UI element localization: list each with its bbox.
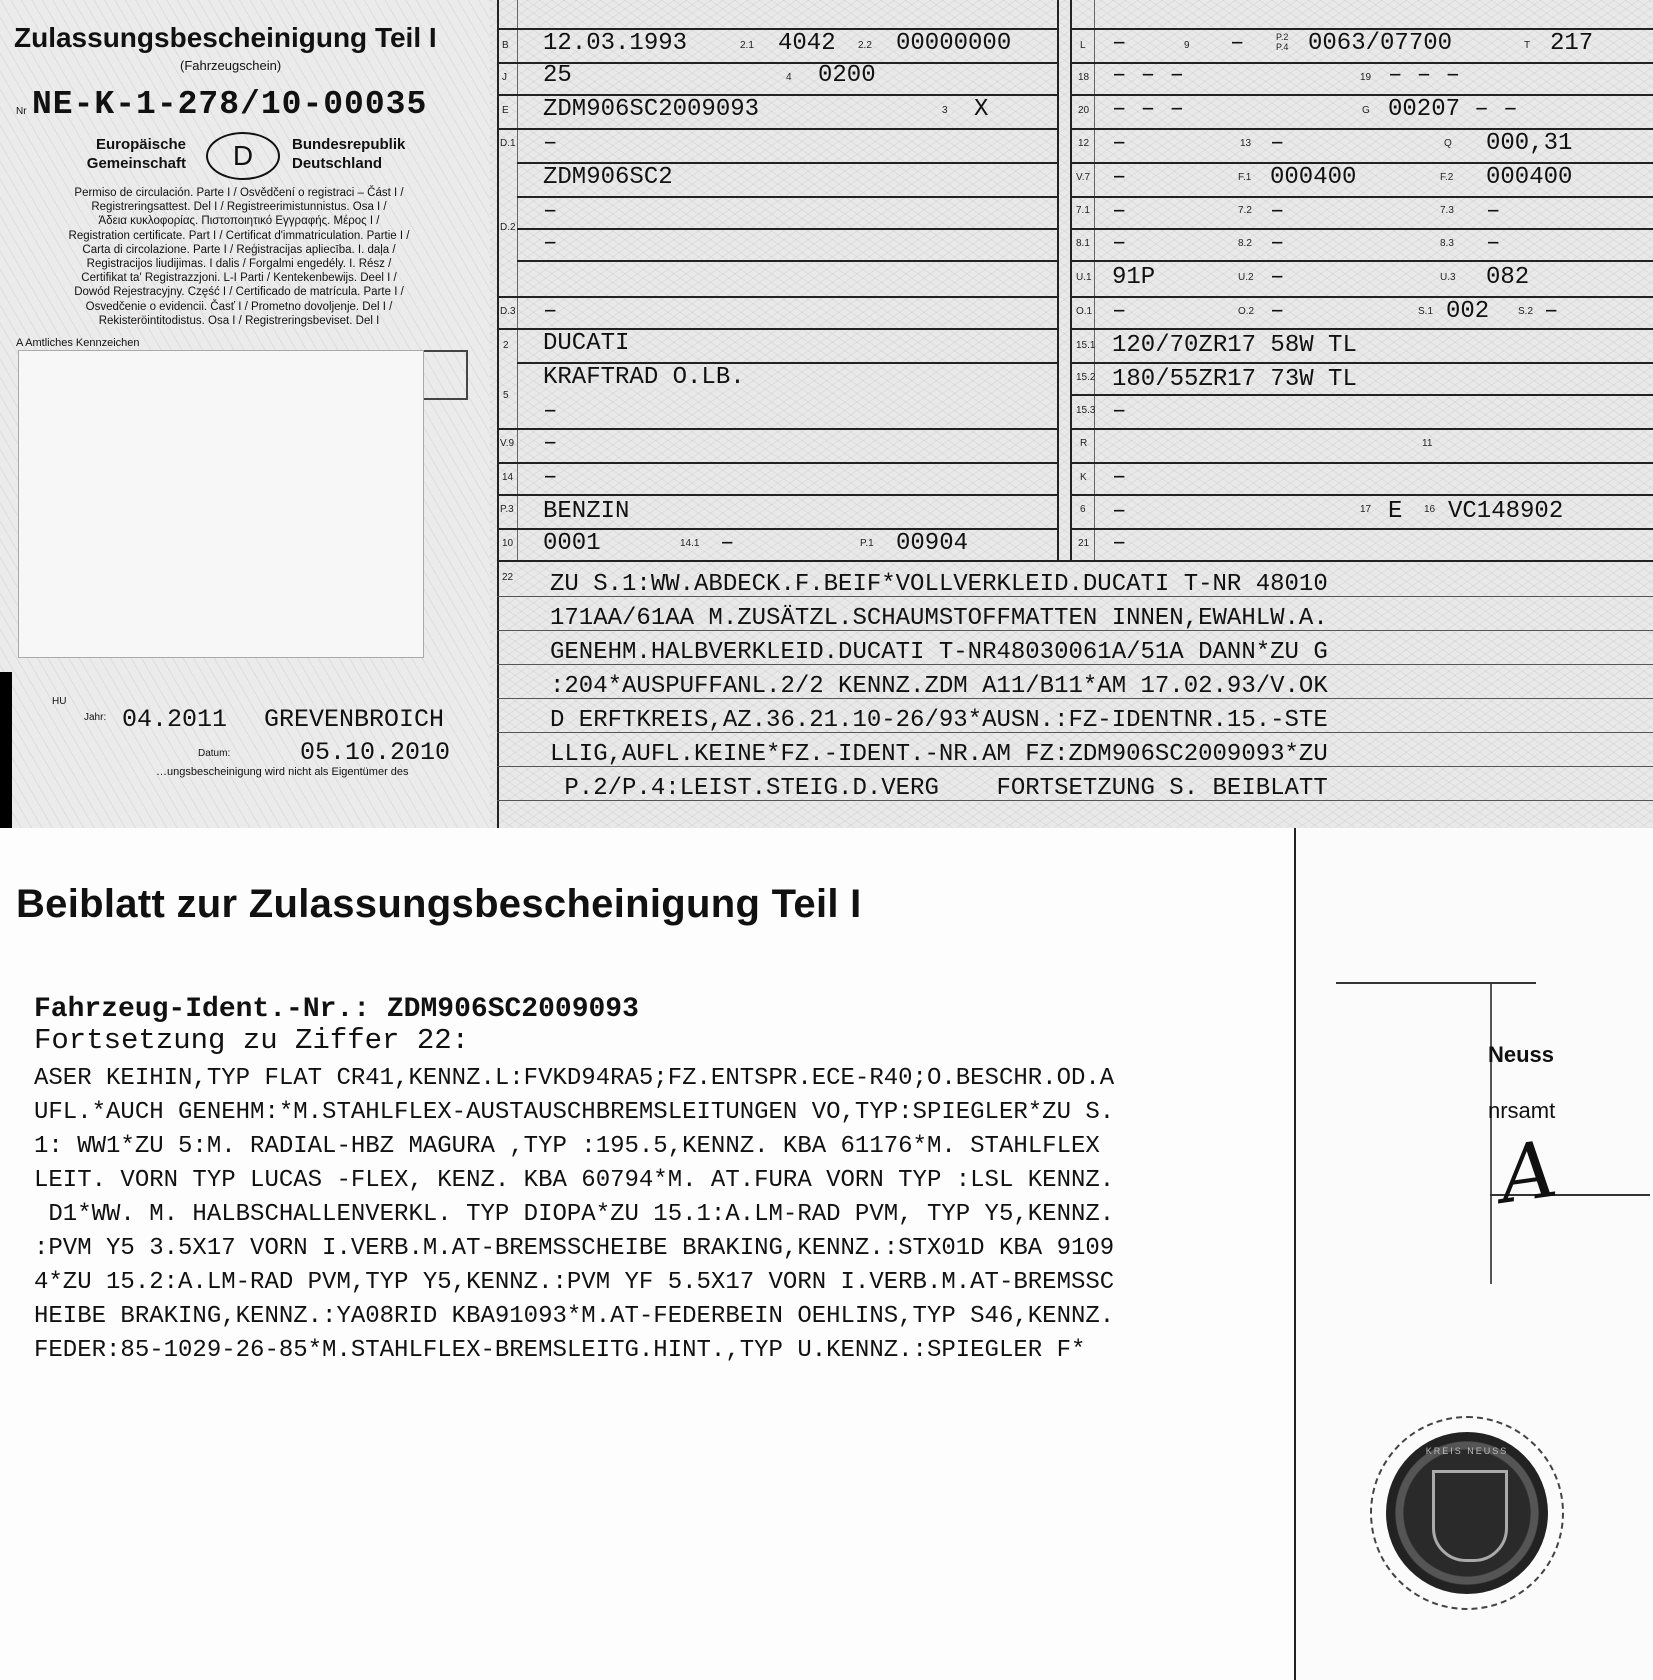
field-V7: – xyxy=(1112,164,1127,191)
field-D2-c: – xyxy=(543,230,558,257)
code-8-2: 8.2 xyxy=(1238,238,1252,249)
code-D3: D.3 xyxy=(500,306,516,317)
field-J: 25 xyxy=(543,62,572,89)
field-G: 00207 – – xyxy=(1388,96,1518,123)
multilanguage-line: Permiso de circulación. Parte I / Osvědčení o registraci – Část I / xyxy=(74,187,404,199)
field-P1: 00904 xyxy=(896,530,969,557)
plate-box xyxy=(418,350,468,400)
remark-line-text: 171AA/61AA M.ZUSÄTZL.SCHAUMSTOFFMATTEN INNEN,EWAHLW.A. xyxy=(550,605,1328,632)
field-S1: 002 xyxy=(1446,298,1490,325)
field-14: – xyxy=(543,464,558,491)
seal-coat-of-arms-icon xyxy=(1432,1470,1508,1562)
brd-line-1: Bundesrepublik xyxy=(292,136,406,153)
code-10: 10 xyxy=(502,538,514,549)
field-21: – xyxy=(1112,530,1127,557)
continuation-text xyxy=(34,1062,1114,1368)
code-4: 4 xyxy=(786,72,792,83)
multilanguage-line: Registreringsattest. Del I / Registreerimistunnistus. Osa I / xyxy=(91,201,387,214)
field-15-2-tyre-rear: 180/55ZR17 73W TL xyxy=(1112,366,1357,393)
field-F1: 000400 xyxy=(1270,164,1357,191)
document-number: NE-K-1-278/10-00035 xyxy=(32,86,428,123)
field-13: – xyxy=(1270,130,1285,157)
field-3: X xyxy=(974,96,989,123)
supplementary-sheet xyxy=(0,828,1294,1680)
field-6: – xyxy=(1112,498,1127,525)
multilanguage-line: Certifikat ta' Registrazzjoni. L-I Parti / Kentekenbewijs. Deel I / xyxy=(81,272,397,285)
hu-label: HU xyxy=(52,696,67,707)
continuation-line: 4*ZU 15.2:A.LM-RAD PVM,TYP Y5,KENNZ.:PVM YF 5.5X17 VORN I.VERB.M.AT-BREMSSC xyxy=(34,1269,1115,1296)
field-5-class: KRAFTRAD O.LB. xyxy=(543,364,745,391)
code-K: K xyxy=(1080,472,1087,483)
field-S2: – xyxy=(1544,298,1559,325)
field-U2: – xyxy=(1270,264,1285,291)
code-2: 2 xyxy=(503,340,509,351)
multilanguage-line: Άδεια κυκλοφορίας. Πιστοποιητικό Εγγραφής. Μέρος I / xyxy=(98,215,380,228)
code-F2: F.2 xyxy=(1440,172,1454,183)
stamp-vertical-line xyxy=(1490,984,1492,1284)
eu-line-1: Europäische xyxy=(95,136,186,153)
field-10: 0001 xyxy=(543,530,601,557)
code-16: 16 xyxy=(1424,504,1436,515)
field-U3: 082 xyxy=(1486,264,1530,291)
field-V9: – xyxy=(543,430,558,457)
code-14-1: 14.1 xyxy=(680,538,700,549)
grid-line xyxy=(1070,528,1653,530)
kennzeichen-label: A Amtliches Kennzeichen xyxy=(16,337,140,349)
code-18: 18 xyxy=(1078,72,1090,83)
field-4: 0200 xyxy=(818,62,876,89)
authority-strip xyxy=(1294,828,1653,1680)
field-16: VC148902 xyxy=(1448,498,1564,525)
grid-line xyxy=(497,428,1057,430)
disclaimer: …ungsbescheinigung wird nicht als Eigentümer des xyxy=(156,766,409,778)
field-U1: 91P xyxy=(1112,264,1156,291)
code-17: 17 xyxy=(1360,504,1372,515)
field-15-1-tyre-front: 120/70ZR17 58W TL xyxy=(1112,332,1357,359)
code-U3: U.3 xyxy=(1440,272,1456,283)
code-G: G xyxy=(1362,105,1370,116)
field-8-3: – xyxy=(1486,230,1501,257)
grid-line xyxy=(517,228,1057,230)
certificate-left-panel xyxy=(0,0,490,828)
code-3: 3 xyxy=(942,105,948,116)
code-11: 11 xyxy=(1422,438,1433,449)
grid-border-left xyxy=(497,0,499,828)
grid-code-col-left xyxy=(517,0,518,560)
remark-line-text: D ERFTKREIS,AZ.36.21.10-26/93*AUSN.:FZ-IDENTNR.15.-STE xyxy=(550,707,1328,734)
hu-date: 04.2011 xyxy=(122,705,228,734)
certificate-title: Zulassungsbescheinigung Teil I xyxy=(14,22,437,53)
multilanguage-titles xyxy=(14,186,464,328)
field-14-1: – xyxy=(720,530,735,557)
issue-date: 05.10.2010 xyxy=(300,738,451,767)
continuation-line: FEDER:85-1029-26-85*M.STAHLFLEX-BREMSLEITG.HINT.,TYP U.KENNZ.:SPIEGLER F* xyxy=(34,1337,1086,1364)
grid-divider-right xyxy=(1070,0,1072,560)
field-E: ZDM906SC2009093 xyxy=(543,96,760,123)
field-7-1: – xyxy=(1112,198,1127,225)
code-J: J xyxy=(502,72,507,83)
field-5-b: – xyxy=(543,398,558,425)
grid-line xyxy=(1070,362,1653,364)
code-S2: S.2 xyxy=(1518,306,1534,317)
code-20: 20 xyxy=(1078,105,1090,116)
remark-line-text: ZU S.1:WW.ABDECK.F.BEIF*VOLLVERKLEID.DUCATI T-NR 48010 xyxy=(550,571,1328,598)
continuation-line: LEIT. VORN TYP LUCAS -FLEX, KENZ. KBA 60794*M. AT.FURA VORN TYP :LSL KENNZ. xyxy=(34,1167,1115,1194)
field-9: – xyxy=(1230,30,1245,57)
field-8-1: – xyxy=(1112,230,1127,257)
remark-line-text: GENEHM.HALBVERKLEID.DUCATI T-NR48030061A/51A DANN*ZU G xyxy=(550,639,1328,666)
field-15-3: – xyxy=(1112,398,1127,425)
grid-line xyxy=(1070,462,1653,464)
vin-value: ZDM906SC2009093 xyxy=(386,994,639,1025)
code-Q: Q xyxy=(1444,138,1452,149)
code-7-1: 7.1 xyxy=(1076,205,1090,216)
grid-line xyxy=(497,494,1057,496)
grid-line xyxy=(1070,260,1653,262)
code-E: E xyxy=(502,105,509,116)
code-P1: P.1 xyxy=(860,538,874,549)
code-6: 6 xyxy=(1080,504,1086,515)
field-T: 217 xyxy=(1550,30,1594,57)
official-seal xyxy=(1370,1416,1564,1610)
remark-line-text: P.2/P.4:LEIST.STEIG.D.VERG FORTSETZUNG S. BEIBLATT xyxy=(550,775,1328,802)
code-7-2: 7.2 xyxy=(1238,205,1252,216)
code-9: 9 xyxy=(1184,40,1190,51)
multilanguage-line: Registration certificate. Part I / Certificat d'immatriculation. Partie I / xyxy=(68,229,410,242)
multilanguage-line: Registracijos liudijimas. I dalis / Forgalmi engedély. I. Rész / xyxy=(86,258,392,271)
multilanguage-line: Carta di circolazione. Parte I / Reģistracijas apliecība. I. daļa / xyxy=(82,243,396,256)
field-Q: 000,31 xyxy=(1486,130,1573,157)
grid-line xyxy=(1070,328,1653,330)
grid-line xyxy=(497,62,1057,64)
code-D1: D.1 xyxy=(500,138,516,149)
field-2-2: 00000000 xyxy=(896,30,1012,57)
grid-line xyxy=(1070,196,1653,198)
signature-top-line xyxy=(1336,982,1536,984)
registration-certificate xyxy=(0,0,1653,828)
grid-line xyxy=(1070,296,1653,298)
grid-divider-left xyxy=(1057,0,1059,560)
field-7-2: – xyxy=(1270,198,1285,225)
remarks-field-22 xyxy=(550,568,1328,806)
field-F2: 000400 xyxy=(1486,164,1573,191)
field-O1: – xyxy=(1112,298,1127,325)
grid-line xyxy=(1070,394,1653,396)
grid-line xyxy=(517,260,1057,262)
code-12: 12 xyxy=(1078,138,1090,149)
eu-label xyxy=(74,135,186,173)
code-P2-P4: P.2 P.4 xyxy=(1276,32,1289,52)
continuation-line: D1*WW. M. HALBSCHALLENVERKL. TYP DIOPA*ZU 15.1:A.LM-RAD PVM, TYP Y5,KENNZ. xyxy=(34,1201,1115,1228)
code-21: 21 xyxy=(1078,538,1090,549)
field-2-manufacturer: DUCATI xyxy=(543,330,630,357)
field-D2-a: ZDM906SC2 xyxy=(543,164,673,191)
code-15-1: 15.1 xyxy=(1076,340,1096,351)
brd-line-2: Deutschland xyxy=(292,155,383,172)
field-D2-b: – xyxy=(543,198,558,225)
field-L: – xyxy=(1112,30,1127,57)
continuation-line: UFL.*AUCH GENEHM:*M.STAHLFLEX-AUSTAUSCHBREMSLEITUNGEN VO,TYP:SPIEGLER*ZU S. xyxy=(34,1099,1115,1126)
country-oval: D xyxy=(206,132,280,180)
code-P3: P.3 xyxy=(500,504,514,515)
code-U2: U.2 xyxy=(1238,272,1254,283)
code-15-2: 15.2 xyxy=(1076,372,1096,383)
field-O2: – xyxy=(1270,298,1285,325)
code-V9: V.9 xyxy=(500,438,515,449)
code-13: 13 xyxy=(1240,138,1252,149)
code-O2: O.2 xyxy=(1238,306,1255,317)
continuation-heading: Fortsetzung zu Ziffer 22: xyxy=(34,1024,470,1057)
code-D2: D.2 xyxy=(500,222,516,233)
code-5: 5 xyxy=(503,390,509,401)
code-22: 22 xyxy=(502,572,514,583)
code-B: B xyxy=(502,40,509,51)
datum-label: Datum: xyxy=(198,748,231,759)
code-T: T xyxy=(1524,40,1531,51)
grid-line xyxy=(497,296,1057,298)
field-7-3: – xyxy=(1486,198,1501,225)
code-19: 19 xyxy=(1360,72,1372,83)
grid-line xyxy=(517,196,1057,198)
code-7-3: 7.3 xyxy=(1440,205,1454,216)
field-P3-fuel: BENZIN xyxy=(543,498,630,525)
code-S1: S.1 xyxy=(1418,306,1434,317)
continuation-line: ASER KEIHIN,TYP FLAT CR41,KENNZ.L:FVKD94RA5;FZ.ENTSPR.ECE-R40;O.BESCHR.OD.A xyxy=(34,1065,1115,1092)
code-14: 14 xyxy=(502,472,514,483)
beiblatt-title: Beiblatt zur Zulassungsbescheinigung Teil I xyxy=(16,882,862,926)
certificate-subtitle: (Fahrzeugschein) xyxy=(180,58,282,73)
remark-line-text: LLIG,AUFL.KEINE*FZ.-IDENT.-NR.AM FZ:ZDM906SC2009093*ZU xyxy=(550,741,1328,768)
vin-label: Fahrzeug-Ident.-Nr.: xyxy=(34,994,371,1025)
authority-office: nrsamt xyxy=(1488,1098,1556,1123)
field-K: – xyxy=(1112,464,1127,491)
grid-line xyxy=(497,128,1057,130)
code-15-3: 15.3 xyxy=(1076,405,1096,416)
field-12: – xyxy=(1112,130,1127,157)
field-8-2: – xyxy=(1270,230,1285,257)
field-D1: – xyxy=(543,130,558,157)
continuation-line: :PVM Y5 3.5X17 VORN I.VERB.M.AT-BREMSSCHEIBE BRAKING,KENNZ.:STX01D KBA 9109 xyxy=(34,1235,1115,1262)
code-L: L xyxy=(1080,40,1086,51)
multilanguage-line: Osvedčenie o evidencii. Časť I / Prometno dovoljenje. Del I / xyxy=(85,300,393,313)
field-D3: – xyxy=(543,298,558,325)
signature: A xyxy=(1494,1124,1563,1222)
seal-ring-text: KREIS NEUSS xyxy=(1425,1446,1509,1456)
grid-line xyxy=(1070,494,1653,496)
code-8-3: 8.3 xyxy=(1440,238,1454,249)
number-label: Nr xyxy=(16,106,27,117)
field-2-1: 4042 xyxy=(778,30,836,57)
field-17: E xyxy=(1388,498,1403,525)
authority-city: Neuss xyxy=(1488,1042,1555,1067)
brd-label xyxy=(292,135,405,173)
grid-line xyxy=(497,560,1653,562)
grid-line xyxy=(497,462,1057,464)
code-O1: O.1 xyxy=(1076,306,1093,317)
vin-line xyxy=(34,994,639,1025)
issuer-city: GREVENBROICH xyxy=(264,705,445,734)
sheet-edge xyxy=(1294,828,1296,1680)
hu-month-label: Jahr: xyxy=(84,712,107,723)
field-P2-P4: 0063/07700 xyxy=(1308,30,1453,57)
field-B: 12.03.1993 xyxy=(543,30,688,57)
field-19: – – – xyxy=(1388,62,1461,89)
multilanguage-line: Dowód Rejestracyjny. Część I / Certificado de matrícula. Parte I / xyxy=(74,286,404,299)
continuation-line: HEIBE BRAKING,KENNZ.:YA08RID KBA91093*M.AT-FEDERBEIN OEHLINS,TYP S46,KENNZ. xyxy=(34,1303,1115,1330)
code-F1: F.1 xyxy=(1238,172,1252,183)
remark-line-text: :204*AUSPUFFANL.2/2 KENNZ.ZDM A11/B11*AM 17.02.93/V.OK xyxy=(550,673,1328,700)
code-2-1: 2.1 xyxy=(740,40,754,51)
fold-shadow xyxy=(0,672,12,828)
multilanguage-line: Rekisteröintitodistus. Osa I / Registreringsbeviset. Del I xyxy=(98,314,380,327)
field-20: – – – xyxy=(1112,96,1185,123)
code-V7: V.7 xyxy=(1076,172,1091,183)
code-2-2: 2.2 xyxy=(858,40,872,51)
field-18: – – – xyxy=(1112,62,1185,89)
code-R: R xyxy=(1080,438,1088,449)
grid-line xyxy=(1070,228,1653,230)
eu-line-2: Gemeinschaft xyxy=(86,155,186,172)
code-U1: U.1 xyxy=(1076,272,1092,283)
grid-code-col-right xyxy=(1094,0,1095,560)
code-8-1: 8.1 xyxy=(1076,238,1090,249)
redacted-area xyxy=(18,350,424,658)
grid-line xyxy=(1070,428,1653,430)
continuation-line: 1: WW1*ZU 5:M. RADIAL-HBZ MAGURA ,TYP :195.5,KENNZ. KBA 61176*M. STAHLFLEX xyxy=(34,1133,1100,1160)
